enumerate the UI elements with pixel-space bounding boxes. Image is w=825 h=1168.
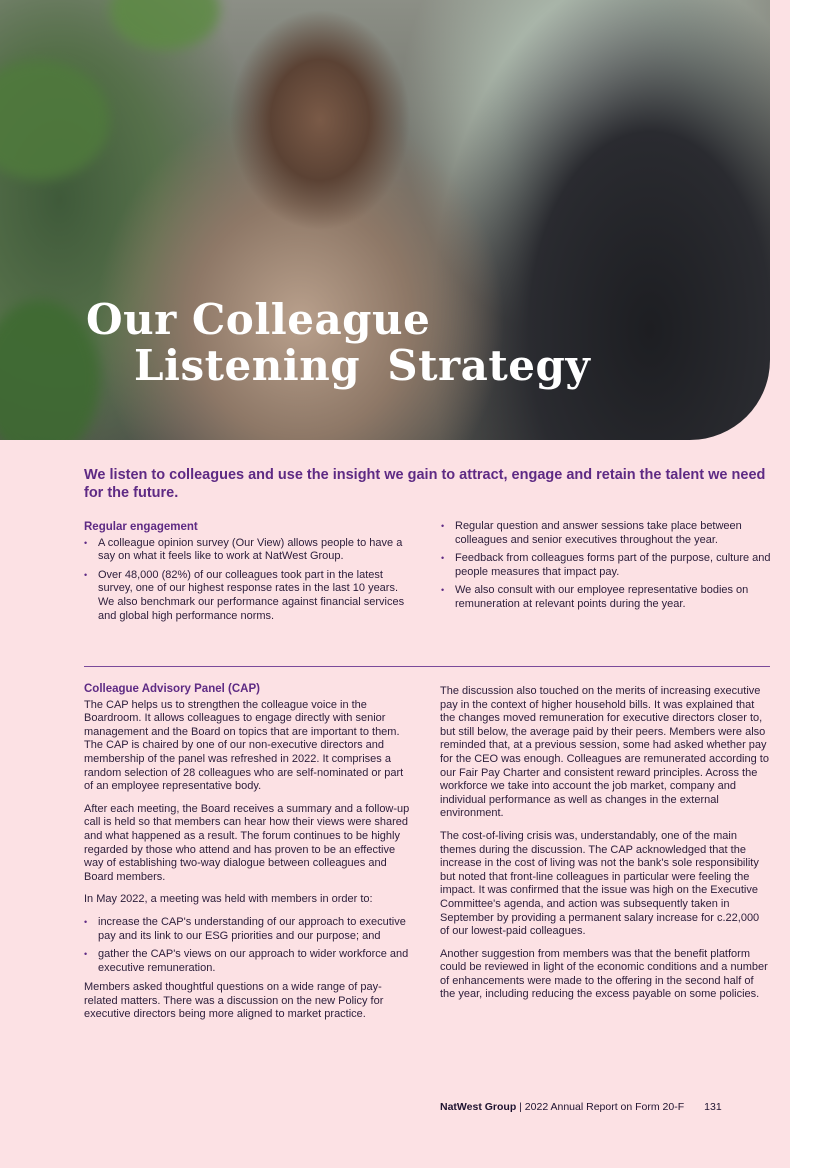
- regular-engagement-list-continued: [441, 520, 771, 612]
- hero-title-line1: Our Colleague: [86, 295, 431, 344]
- cap-paragraph: The CAP helps us to strengthen the colleague voice in the Boardroom. It allows colleagues to engage directly with senior management and the Board on topics that are important to them. The CAP is chaired by one of our non-executive directors and membership of the panel was refreshed in 2022. It comprises a random selection of 28 colleagues who are self-nominated or part of an employee representative body.: [84, 698, 404, 793]
- hero-title-line2: [134, 342, 624, 392]
- list-item: • gather the CAP's views on our approach to wider workforce and executive remuneration.: [84, 948, 414, 975]
- list-item: • increase the CAP's understanding of our approach to executive pay and its link to our ESG priorities and our purpose; and: [84, 916, 414, 943]
- regular-engagement-right: [441, 520, 771, 617]
- cap-paragraph: The cost-of-living crisis was, understandably, one of the main themes during the discussion. The CAP acknowledged that the increase in the cost of living was not the bank's sole responsibility but noted that front-line colleagues in particular were feeling the impact. It was confirmed that the issue was high on the Executive Committee's agenda, and action was subsequently taken in September by providing a permanent salary increase for c.22,000 of our lowest-paid colleagues.: [440, 829, 760, 938]
- list-item: • Regular question and answer sessions take place between colleagues and senior executives throughout the year.: [441, 520, 771, 547]
- cap-right-column: [440, 685, 770, 1011]
- regular-engagement-left: [84, 521, 416, 628]
- foliage-decoration: [0, 300, 100, 440]
- list-item: • Over 48,000 (82%) of our colleagues took part in the latest survey, one of our highest response rates in the last 10 years. We also benchmark our performance against financial services and global high performance norms.: [84, 569, 416, 623]
- footer-separator: |: [516, 1101, 525, 1113]
- page-number: 131: [704, 1101, 722, 1113]
- hero-photo: [0, 0, 770, 440]
- page-footer: [440, 1101, 770, 1113]
- foliage-decoration: [110, 0, 220, 50]
- list-item: • A colleague opinion survey (Our View) allows people to have a say on what it feels like to work at NatWest Group.: [84, 537, 416, 564]
- list-item: • We also consult with our employee representative bodies on remuneration at relevant points during the year.: [441, 584, 771, 611]
- regular-engagement-list: [84, 537, 416, 624]
- cap-paragraph: After each meeting, the Board receives a summary and a follow-up call is held so that members can hear how their views were shared and what happened as a result. The forum continues to be highly regarded by those who attend and has proven to be an effective way of establishing two-way dialogue between colleagues and Board members.: [84, 802, 410, 883]
- cap-list: [84, 916, 414, 975]
- cap-paragraph: Another suggestion from members was that the benefit platform could be reviewed in light of the economic conditions and a number of enhancements were made to the offering in the second half of the year, including reducing the excess payable on some policies.: [440, 947, 768, 1001]
- cap-paragraph: Members asked thoughtful questions on a wide range of pay-related matters. There was a discussion on the new Policy for executive directors being more aligned to market practice.: [84, 981, 384, 1021]
- hero-title: [86, 295, 624, 392]
- foliage-decoration: [0, 60, 110, 180]
- lead-paragraph: We listen to colleagues and use the insight we gain to attract, engage and retain the talent we need for the future.: [84, 467, 766, 501]
- footer-report-title: 2022 Annual Report on Form 20-F: [524, 1101, 685, 1113]
- list-item: • Feedback from colleagues forms part of the purpose, culture and people measures that impact pay.: [441, 552, 771, 579]
- cap-paragraph: The discussion also touched on the merits of increasing executive pay in the context of higher household bills. It was explained that the changes moved remuneration for executive directors closer to, but still below, the average paid by their peers. Members were also reminded that, at a previous session, some had asked whether pay for the CEO was enough. Colleagues are remunerated according to our Fair Pay Charter and consistent reward principles. Across the workforce we take into account the job market, company and individual performance as well as changes in the external environment.: [440, 685, 769, 820]
- cap-left-column: [84, 683, 414, 1031]
- cap-heading: Colleague Advisory Panel (CAP): [84, 683, 260, 695]
- cap-paragraph: In May 2022, a meeting was held with members in order to:: [84, 893, 373, 906]
- hero-title-plain: Listening: [134, 341, 361, 390]
- page-edge-strip: [790, 0, 825, 1168]
- hero-title-highlight: Strategy: [375, 342, 624, 392]
- footer-brand: NatWest Group: [440, 1101, 517, 1113]
- regular-engagement-heading: Regular engagement: [84, 521, 198, 533]
- section-divider: [84, 666, 770, 667]
